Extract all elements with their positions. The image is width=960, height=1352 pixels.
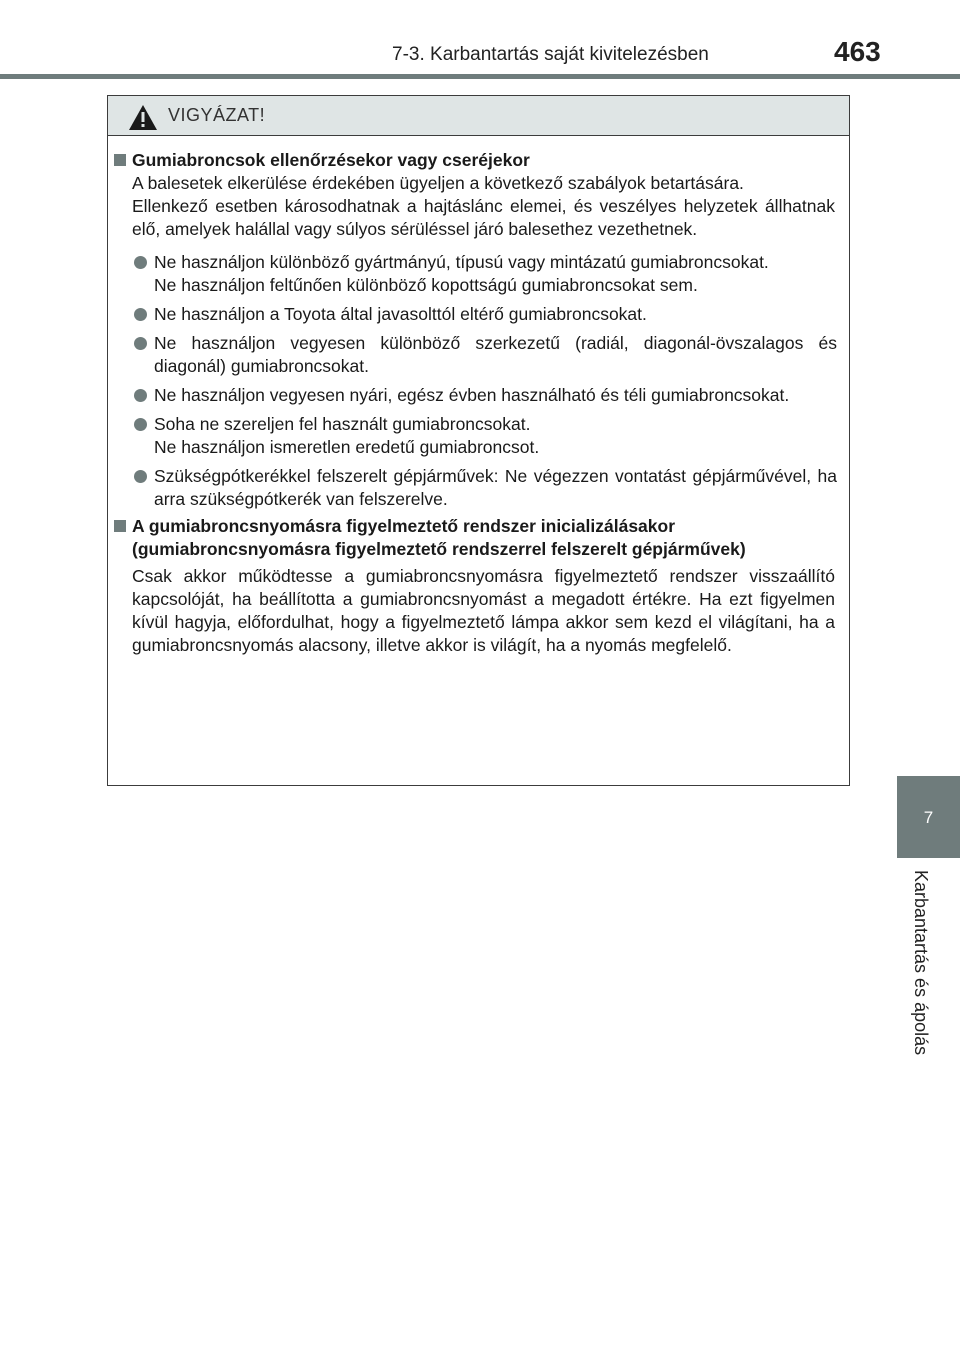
section-heading (108, 515, 837, 561)
bullet-item (108, 303, 837, 326)
round-bullet-icon (134, 256, 147, 269)
page-number: 463 (834, 36, 881, 67)
bullet-text: Ne használjon ismeretlen eredetű gumiabroncsot. (154, 437, 540, 457)
round-bullet-icon (134, 308, 147, 321)
section-title: 7-3. Karbantartás saját kivitelezésben (392, 44, 709, 65)
bullet-item (108, 413, 837, 459)
paragraph: Csak akkor működtesse a gumiabroncsnyomásra figyelmeztető rendszer visszaállító kapcsolóját, ha beállította a gumiabroncsnyomást a megadott értékre. Ha ezt figyelmen kívül hagyja, előfordulhat, hogy a figyelmeztető lámpa akkor sem kezd el világítani, ha a gumiabroncsnyomás alacsony, illetve akkor is világít, ha a nyomás megfelelő. (132, 566, 835, 655)
bullet-text: Soha ne szereljen fel használt gumiabroncsokat. (154, 414, 531, 434)
round-bullet-icon (134, 389, 147, 402)
section-heading-text: A gumiabroncsnyomásra figyelmeztető rendszer inicializálásakor (gumiabroncsnyomásra figyelmeztető rendszerrel felszerelt gépjárművek) (132, 516, 746, 559)
round-bullet-icon (134, 337, 147, 350)
warning-content (108, 149, 849, 657)
chapter-label: Karbantartás és ápolás (911, 870, 931, 1056)
bullet-item (108, 384, 837, 407)
paragraph: Ellenkező esetben károsodhatnak a hajtáslánc elemei, és veszélyes helyzetek állhatnak elő, amelyek halállal vagy súlyos sérüléssel járó balesethez vezethetnek. (132, 196, 835, 239)
section-heading-text: Gumiabroncsok ellenőrzésekor vagy cseréjekor (132, 150, 530, 170)
bullet-item (108, 332, 837, 378)
bullet-text: Szükségpótkerékkel felszerelt gépjárművek: Ne végezzen vontatást gépjárművével, ha arra szükségpótkerék van felszerelve. (154, 466, 837, 509)
bullet-text: Ne használjon vegyesen nyári, egész évben használható és téli gumiabroncsokat. (154, 385, 790, 405)
bullet-text: Ne használjon a Toyota által javasolttól eltérő gumiabroncsokat. (154, 304, 647, 324)
square-bullet-icon (114, 520, 126, 532)
section-heading (108, 149, 837, 172)
bullet-item (108, 251, 837, 297)
chapter-tab (897, 776, 960, 858)
square-bullet-icon (114, 154, 126, 166)
round-bullet-icon (134, 418, 147, 431)
chapter-label-tab (910, 870, 938, 1090)
chapter-number: 7 (923, 808, 934, 827)
round-bullet-icon (134, 470, 147, 483)
warning-title: VIGYÁZAT! (168, 105, 266, 125)
warning-box (107, 95, 850, 786)
warning-triangle-icon (128, 104, 158, 131)
bullet-text: Ne használjon vegyesen különböző szerkezetű (radiál, diagonál-övszalagos és diagonál) gumiabroncsokat. (154, 333, 837, 376)
paragraph: A balesetek elkerülése érdekében ügyeljen a következő szabályok betartására. (132, 173, 744, 193)
header-rule (0, 74, 960, 79)
bullet-text: Ne használjon feltűnően különböző kopottságú gumiabroncsokat sem. (154, 275, 698, 295)
bullet-item (108, 465, 837, 511)
bullet-text: Ne használjon különböző gyártmányú, típusú vagy mintázatú gumiabroncsokat. (154, 252, 769, 272)
warning-header (108, 96, 849, 136)
